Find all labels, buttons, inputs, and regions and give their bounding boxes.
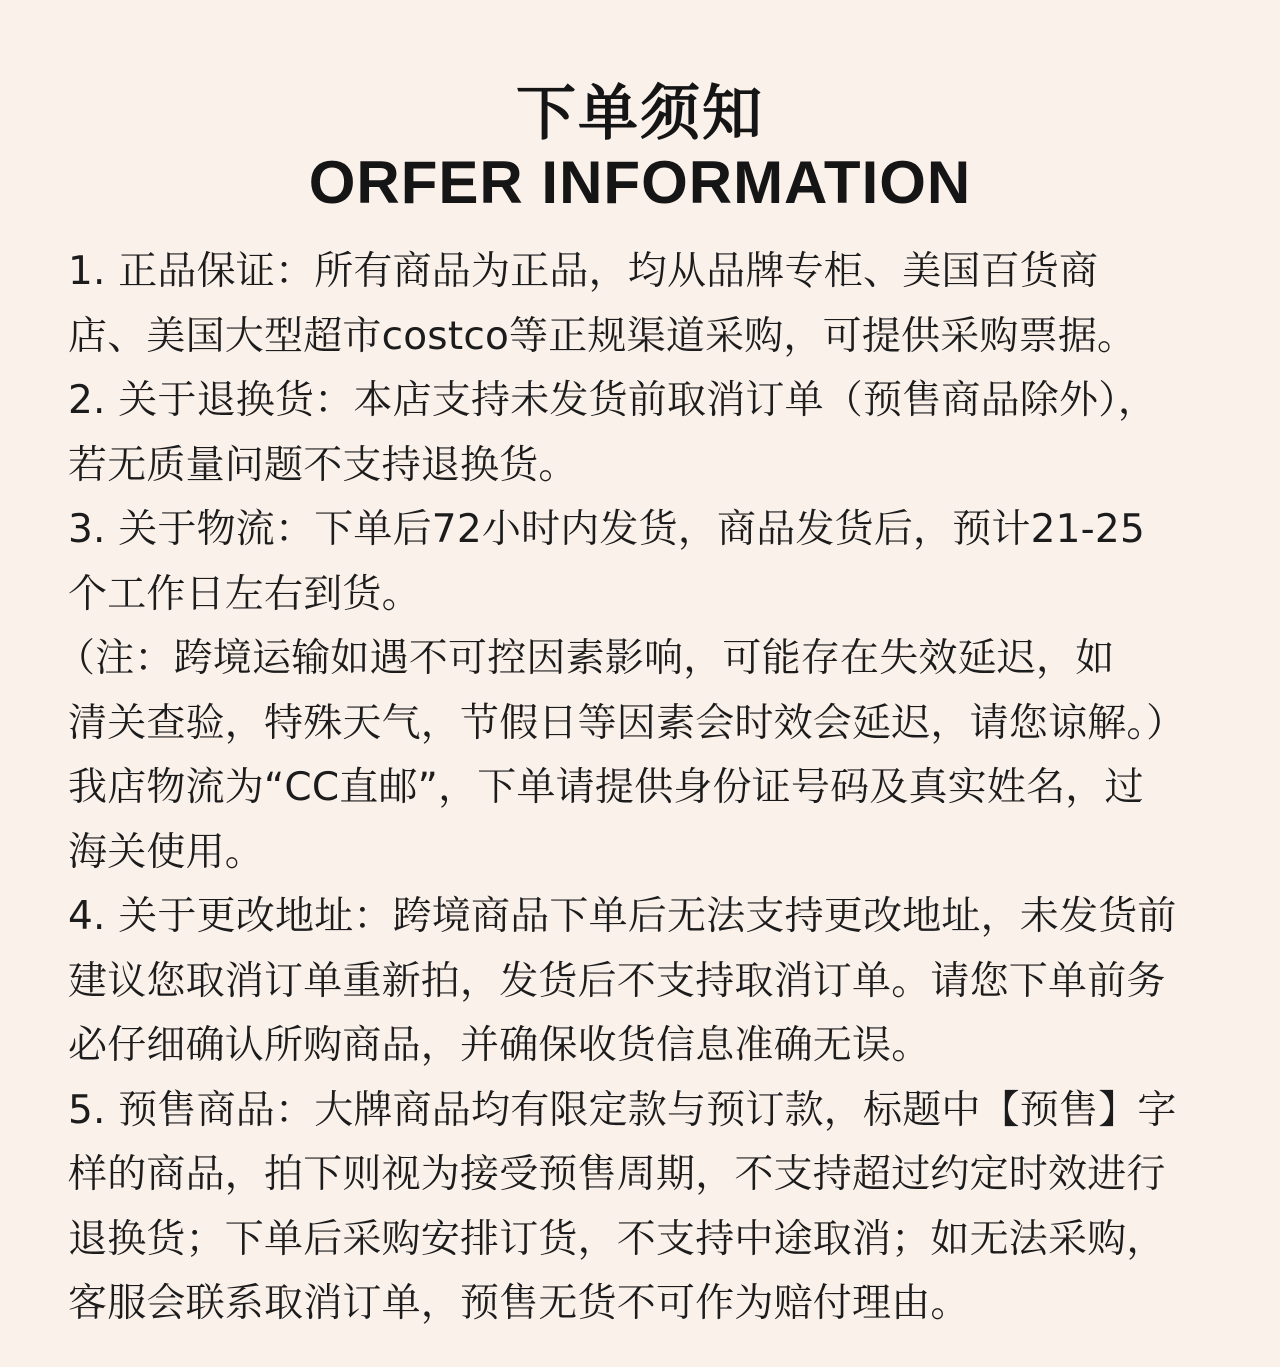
notice-line: 客服会联系取消订单，预售无货不可作为赔付理由。 — [68, 1281, 970, 1326]
notice-line: 建议您取消订单重新拍，发货后不支持取消订单。请您下单前务 — [68, 958, 1166, 1004]
notice-line: 海关使用。 — [68, 829, 265, 875]
notice-line: 必仔细确认所购商品，并确保收货信息准确无误。 — [68, 1023, 931, 1068]
page-title-english: ORFER INFORMATION — [308, 149, 972, 216]
notice-line: 1. 正品保证：所有商品为正品，均从品牌专柜、美国百货商 — [68, 249, 1099, 294]
page-title-chinese: 下单须知 — [516, 79, 764, 149]
notice-line: 5. 预售商品：大牌商品均有限定款与预订款，标题中【预售】字 — [68, 1087, 1177, 1133]
notice-line: 退换货；下单后采购安排订货，不支持中途取消；如无法采购， — [68, 1216, 1166, 1262]
notice-line: 2. 关于退换货：本店支持未发货前取消订单（预售商品除外）， — [68, 378, 1158, 423]
notice-line: 清关查验，特殊天气，节假日等因素会时效会延迟，请您谅解。） — [68, 700, 1186, 746]
notice-content — [56, 240, 1238, 1337]
notice-line: 3. 关于物流：下单后72小时内发货，商品发货后，预计21-25 — [68, 507, 1145, 552]
notice-line: 个工作日左右到货。 — [68, 571, 421, 617]
notice-line: 店、美国大型超市costco等正规渠道采购，可提供采购票据。 — [68, 313, 1137, 359]
notice-line: 若无质量问题不支持退换货。 — [68, 442, 578, 488]
notice-line: 样的商品，拍下则视为接受预售周期，不支持超过约定时效进行 — [68, 1152, 1166, 1197]
notice-line: 4. 关于更改地址：跨境商品下单后无法支持更改地址，未发货前 — [68, 894, 1177, 939]
notice-line: （注：跨境运输如遇不可控因素影响，可能存在失效延迟，如 — [56, 636, 1115, 681]
notice-line: 我店物流为“CC直邮”，下单请提供身份证号码及真实姓名，过 — [68, 765, 1144, 810]
